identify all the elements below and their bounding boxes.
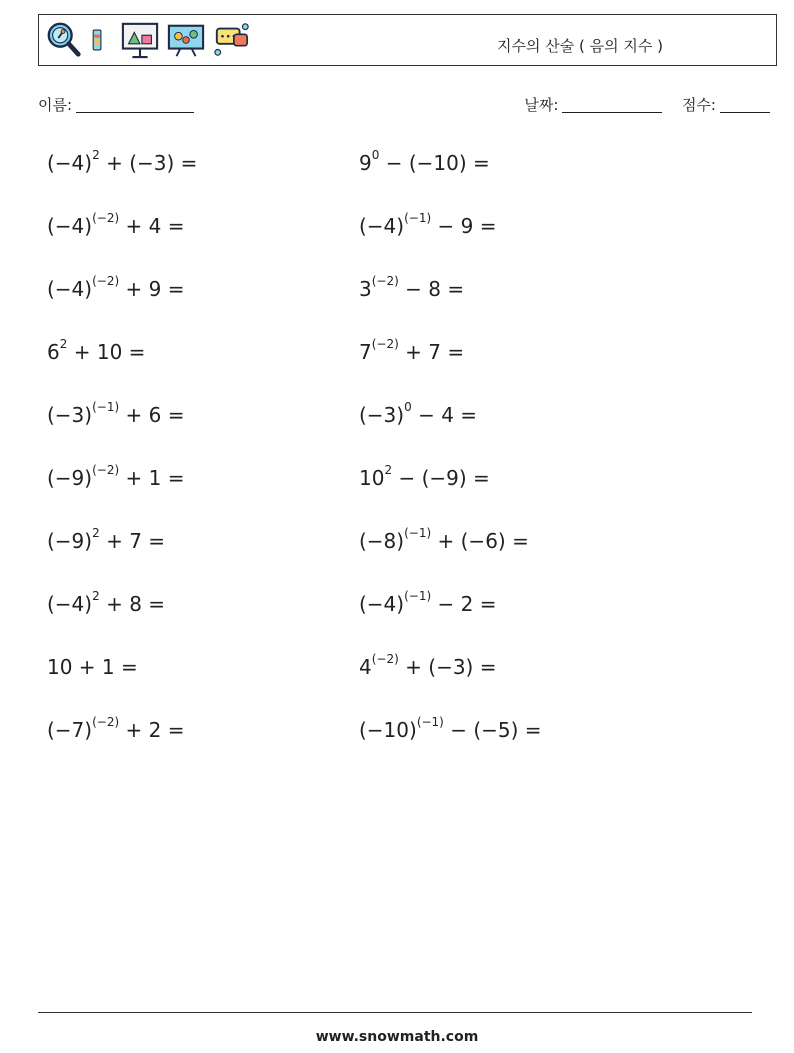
problem-base: (−8) xyxy=(359,529,405,553)
problem-exponent: (−1) xyxy=(92,400,120,415)
problem-base: (−3) xyxy=(47,403,93,427)
problem-base: (−7) xyxy=(47,718,93,742)
problem-base: (−4) xyxy=(47,214,93,238)
name-field xyxy=(38,94,194,115)
problem-base: (−4) xyxy=(359,592,405,616)
problem-base: 4 xyxy=(359,655,372,679)
date-score-fields xyxy=(524,94,770,115)
name-label: 이름: xyxy=(38,96,73,114)
problem-base: 3 xyxy=(359,277,372,301)
problem-operation: − 9 = xyxy=(431,214,497,238)
problem-operation: + (−6) = xyxy=(431,529,529,553)
problem-operation: + 10 = xyxy=(67,340,146,364)
date-label: 날짜: xyxy=(524,96,559,114)
problem-item xyxy=(359,458,699,521)
problem-item xyxy=(47,143,359,206)
problem-operation: + (−3) = xyxy=(99,151,198,175)
problem-item xyxy=(47,206,359,269)
footer-url: www.snowmath.com xyxy=(315,1029,479,1045)
problem-base: (−4) xyxy=(359,214,405,238)
problem-item xyxy=(359,521,699,584)
problem-exponent: 0 xyxy=(404,400,412,415)
bookmark-icon xyxy=(91,21,113,59)
header-icons xyxy=(45,20,251,60)
problem-base: 7 xyxy=(359,340,372,364)
problem-exponent: (−2) xyxy=(371,274,399,289)
problem-base: (−4) xyxy=(47,277,93,301)
problem-exponent: 2 xyxy=(92,589,100,604)
problem-exponent: 2 xyxy=(384,463,393,478)
problem-item xyxy=(47,458,359,521)
problem-base: (−9) xyxy=(47,466,93,490)
problem-item xyxy=(47,584,359,647)
problem-exponent: (−1) xyxy=(416,715,444,730)
score-label: 점수: xyxy=(681,96,716,114)
presentation-board-icon xyxy=(121,21,159,59)
problem-operation: + 4 = xyxy=(119,214,185,238)
problem-item xyxy=(359,584,699,647)
problem-exponent: (−1) xyxy=(404,211,432,226)
problem-item xyxy=(47,521,359,584)
teaching-screen-icon xyxy=(167,21,205,59)
problem-item xyxy=(359,143,699,206)
problem-operation: − (−10) = xyxy=(379,151,490,175)
chat-bubbles-icon xyxy=(213,21,251,59)
problem-exponent: (−2) xyxy=(92,463,120,478)
problem-exponent: (−2) xyxy=(371,652,399,667)
problem-item xyxy=(359,647,699,710)
problem-exponent: (−2) xyxy=(371,337,399,352)
problem-item xyxy=(47,647,359,710)
footer-divider xyxy=(38,1012,752,1013)
problem-item xyxy=(359,710,699,773)
problem-operation: + 6 = xyxy=(119,403,185,427)
problem-item xyxy=(359,395,699,458)
problem-exponent: 2 xyxy=(92,526,100,541)
problem-item xyxy=(47,332,359,395)
problem-item xyxy=(47,395,359,458)
problem-operation: − (−5) = xyxy=(443,718,542,742)
problem-operation: + 2 = xyxy=(119,718,185,742)
date-blank[interactable] xyxy=(562,96,662,113)
problem-base: (−4) xyxy=(47,151,93,175)
worksheet-header xyxy=(38,14,777,66)
problem-operation: + 7 = xyxy=(398,340,465,364)
problem-operation: + (−3) = xyxy=(398,655,497,679)
problem-exponent: 0 xyxy=(371,148,380,163)
problem-operation: − 4 = xyxy=(411,403,478,427)
problem-exponent: (−2) xyxy=(92,715,120,730)
problem-item xyxy=(47,269,359,332)
problem-exponent: (−1) xyxy=(404,589,432,604)
problem-operation: − (−9) = xyxy=(392,466,490,490)
problem-operation: − 8 = xyxy=(398,277,465,301)
problem-operation: − 2 = xyxy=(431,592,497,616)
problem-item xyxy=(359,206,699,269)
magnifier-icon xyxy=(45,21,83,59)
problem-item xyxy=(359,269,699,332)
problem-exponent: (−1) xyxy=(404,526,432,541)
problem-operation: + 8 = xyxy=(99,592,166,616)
problem-exponent: 2 xyxy=(59,337,68,352)
problem-operation: + 1 = xyxy=(119,466,185,490)
problem-base: 10 xyxy=(359,466,385,490)
problem-base: 6 xyxy=(47,340,60,364)
problem-grid xyxy=(47,143,747,773)
name-blank[interactable] xyxy=(76,96,194,113)
problem-exponent: (−2) xyxy=(92,211,120,226)
problem-operation: + 9 = xyxy=(119,277,185,301)
problem-exponent: (−2) xyxy=(92,274,120,289)
problem-operation: + 7 = xyxy=(99,529,166,553)
score-blank[interactable] xyxy=(720,96,770,113)
problem-exponent: 2 xyxy=(92,148,100,163)
problem-item xyxy=(47,710,359,773)
problem-base: 9 xyxy=(359,151,372,175)
problem-base: (−3) xyxy=(359,403,405,427)
worksheet-title: 지수의 산술 ( 음의 지수 ) xyxy=(497,37,663,55)
problem-base: (−9) xyxy=(47,529,93,553)
problem-base: (−10) xyxy=(359,718,417,742)
problem-item xyxy=(359,332,699,395)
problem-base: (−4) xyxy=(47,592,93,616)
problem-base: 10 + 1 = xyxy=(47,655,138,679)
